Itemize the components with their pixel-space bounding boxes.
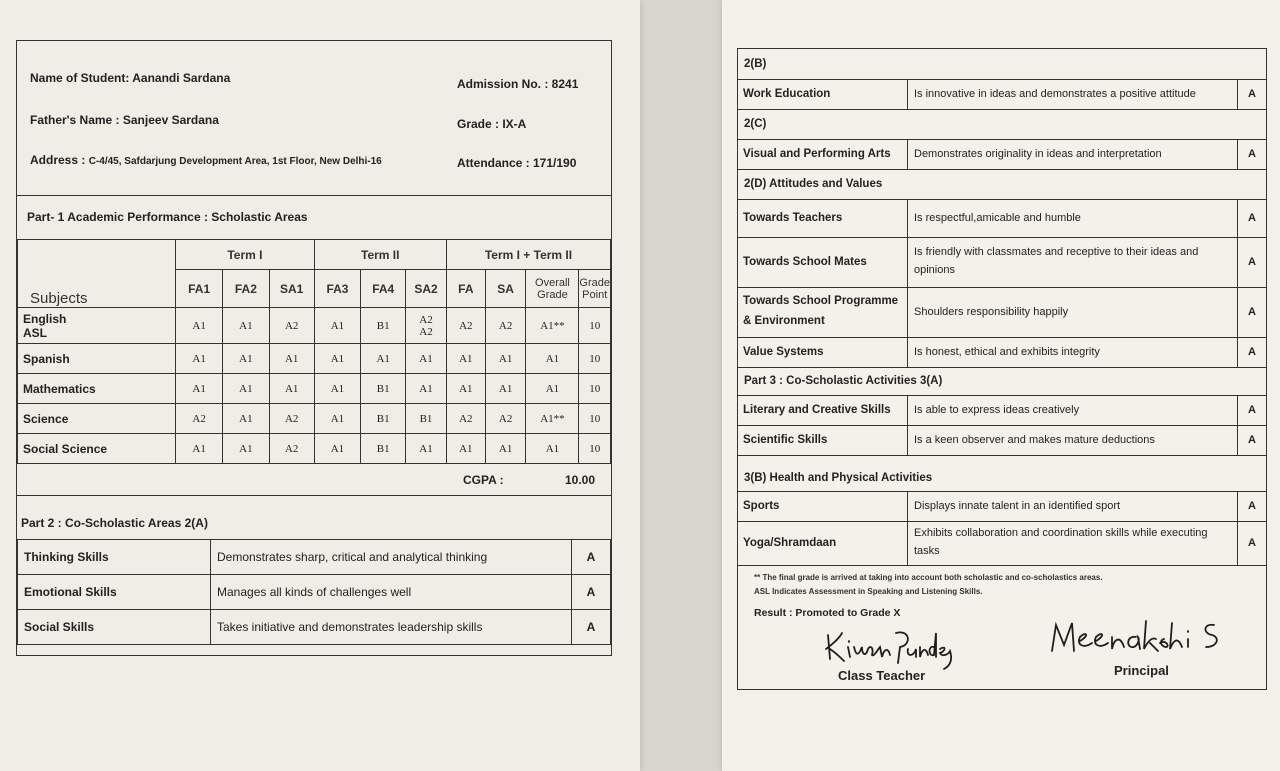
table-row bbox=[18, 308, 611, 344]
grade-cell: A1 bbox=[314, 344, 361, 374]
row-label: Literary and Creative Skills bbox=[738, 395, 908, 425]
section-heading: 2(B) bbox=[744, 58, 767, 70]
row-desc: Is able to express ideas creatively bbox=[908, 395, 1238, 425]
grade-cell: A2 bbox=[446, 308, 485, 344]
student-name: Name of Student: Aanandi Sardana bbox=[30, 71, 231, 85]
skill-grade: A bbox=[572, 610, 611, 645]
col-overall: Overall Grade bbox=[526, 270, 579, 308]
row-desc: Displays innate talent in an identified sport bbox=[908, 491, 1238, 521]
principal-label: Principal bbox=[1114, 663, 1169, 678]
grade-cell: B1 bbox=[406, 404, 447, 434]
subject-cell: Mathematics bbox=[18, 374, 176, 404]
grade-cell: A1 bbox=[485, 374, 526, 404]
grade-cell: A1 bbox=[269, 344, 314, 374]
table-row bbox=[738, 139, 1266, 170]
table-row bbox=[738, 491, 1266, 522]
row-grade: A bbox=[1248, 404, 1256, 416]
row-label: Sports bbox=[738, 491, 908, 521]
grade-cell: A1 bbox=[176, 434, 223, 464]
grade-cell: A1 bbox=[223, 374, 270, 404]
grade-cell: A1 bbox=[269, 374, 314, 404]
section-2c bbox=[738, 109, 1266, 140]
address-value: C-4/45, Safdarjung Development Area, 1st Floor, New Delhi-16 bbox=[88, 156, 382, 167]
grade-cell: A1 bbox=[223, 404, 270, 434]
table-row bbox=[18, 434, 611, 464]
address-label: Address : bbox=[30, 153, 86, 167]
grade-cell: A1 bbox=[314, 374, 361, 404]
table-row bbox=[18, 344, 611, 374]
col-fa2: FA2 bbox=[223, 270, 270, 308]
row-grade: A bbox=[1248, 537, 1256, 549]
result: Result : Promoted to Grade X bbox=[754, 607, 901, 619]
subjects-header: Subjects bbox=[18, 240, 176, 308]
table-row bbox=[18, 374, 611, 404]
grade-cell: A2 bbox=[269, 434, 314, 464]
row-desc: Is respectful,amicable and humble bbox=[908, 199, 1238, 237]
right-report-card bbox=[737, 48, 1267, 690]
col-fa1: FA1 bbox=[176, 270, 223, 308]
father-name: Father's Name : Sanjeev Sardana bbox=[30, 113, 219, 127]
grade-cell: A1 bbox=[526, 374, 579, 404]
cgpa-value: 10.00 bbox=[565, 473, 596, 487]
grade-cell: A2 bbox=[176, 404, 223, 434]
section-2b bbox=[738, 49, 1266, 80]
grade-cell: A2 bbox=[269, 308, 314, 344]
row-label: Towards Teachers bbox=[738, 199, 908, 237]
grade-cell: B1 bbox=[361, 308, 406, 344]
row-grade: A bbox=[1248, 346, 1256, 358]
subject-cell: Spanish bbox=[18, 344, 176, 374]
admission-no: Admission No. : 8241 bbox=[457, 77, 579, 91]
row-grade: A bbox=[1248, 434, 1256, 446]
row-desc: Is friendly with classmates and receptive to their ideas and opinions bbox=[908, 237, 1238, 287]
grade-cell: 10 bbox=[579, 434, 611, 464]
grade-cell: A2 bbox=[485, 308, 526, 344]
footnote-asl: ASL Indicates Assessment in Speaking and Listening Skills. bbox=[754, 587, 983, 596]
skill-label: Thinking Skills bbox=[18, 540, 211, 575]
section-3b bbox=[738, 455, 1266, 492]
subject-cell: Science bbox=[18, 404, 176, 434]
grade-cell: B1 bbox=[361, 374, 406, 404]
subject-cell: Social Science bbox=[18, 434, 176, 464]
row-desc: Exhibits collaboration and coordination skills while executing tasks bbox=[908, 521, 1238, 565]
grade-cell: A1 bbox=[526, 434, 579, 464]
grade-cell: A1 bbox=[446, 374, 485, 404]
grade-cell: A1 bbox=[446, 344, 485, 374]
address bbox=[30, 153, 382, 167]
grade-cell: A1 bbox=[526, 344, 579, 374]
row-label: Towards School Programme & Environment bbox=[738, 287, 908, 337]
grade-cell: A1 bbox=[406, 344, 447, 374]
term1-header: Term I bbox=[176, 240, 314, 270]
table-row bbox=[18, 540, 611, 575]
grade-cell: A1 bbox=[176, 308, 223, 344]
grade-cell: A1 bbox=[406, 434, 447, 464]
grade-cell: A1 bbox=[485, 434, 526, 464]
col-fa: FA bbox=[446, 270, 485, 308]
table-row bbox=[738, 199, 1266, 238]
row-grade: A bbox=[1248, 256, 1256, 268]
scholastic-table bbox=[17, 239, 611, 464]
co-scholastic-2a-table bbox=[17, 539, 611, 645]
grade-cell: B1 bbox=[361, 404, 406, 434]
row-label: Yoga/Shramdaan bbox=[738, 521, 908, 565]
grade-cell: A1** bbox=[526, 308, 579, 344]
row-desc: Demonstrates originality in ideas and interpretation bbox=[908, 139, 1238, 169]
part1-title: Part- 1 Academic Performance : Scholastic Areas bbox=[27, 210, 308, 224]
divider bbox=[17, 195, 611, 196]
row-desc: Shoulders responsibility happily bbox=[908, 287, 1238, 337]
grade-cell: A1 bbox=[314, 404, 361, 434]
grade-cell: A1 bbox=[223, 308, 270, 344]
grade-cell: A1 bbox=[446, 434, 485, 464]
col-fa4: FA4 bbox=[361, 270, 406, 308]
left-report-card bbox=[16, 40, 612, 656]
table-row bbox=[738, 287, 1266, 338]
grade-cell: A1 bbox=[485, 344, 526, 374]
term2-header: Term II bbox=[314, 240, 446, 270]
row-desc: Is a keen observer and makes mature deductions bbox=[908, 425, 1238, 455]
grade-cell: 10 bbox=[579, 308, 611, 344]
grade-cell bbox=[406, 308, 447, 344]
grade-cell: A1 bbox=[361, 344, 406, 374]
subject-name-2: ASL bbox=[23, 325, 47, 340]
skill-desc: Demonstrates sharp, critical and analytical thinking bbox=[211, 540, 572, 575]
grade-cell: A2 bbox=[269, 404, 314, 434]
class-teacher-signature bbox=[822, 627, 952, 671]
principal-signature bbox=[1046, 617, 1236, 661]
section-heading: 2(D) Attitudes and Values bbox=[744, 178, 883, 190]
skill-grade: A bbox=[572, 540, 611, 575]
section-heading: 2(C) bbox=[744, 118, 767, 130]
row-label: Value Systems bbox=[738, 337, 908, 367]
table-row bbox=[738, 395, 1266, 426]
skill-desc: Manages all kinds of challenges well bbox=[211, 575, 572, 610]
grade-cell: 10 bbox=[579, 374, 611, 404]
skill-grade: A bbox=[572, 575, 611, 610]
table-row bbox=[738, 79, 1266, 110]
grade: Grade : IX-A bbox=[457, 117, 527, 131]
skill-desc: Takes initiative and demonstrates leadership skills bbox=[211, 610, 572, 645]
asl-grade: A2 bbox=[419, 325, 433, 338]
class-teacher-label: Class Teacher bbox=[838, 668, 926, 683]
row-label: Visual and Performing Arts bbox=[738, 139, 908, 169]
row-grade: A bbox=[1248, 500, 1256, 512]
footnote-final-grade: ** The final grade is arrived at taking into account both scholastic and co-scholastics areas. bbox=[754, 573, 1103, 582]
grade-cell: A1 bbox=[176, 374, 223, 404]
row-label: Scientific Skills bbox=[738, 425, 908, 455]
table-row bbox=[18, 404, 611, 434]
skill-label: Social Skills bbox=[18, 610, 211, 645]
section-heading: Part 3 : Co-Scholastic Activities 3(A) bbox=[744, 375, 943, 387]
row-grade: A bbox=[1248, 88, 1256, 100]
grade-cell: A1 bbox=[223, 344, 270, 374]
divider bbox=[17, 495, 611, 496]
grade-cell: A1 bbox=[314, 434, 361, 464]
grade-cell: A1 bbox=[223, 434, 270, 464]
section-2d bbox=[738, 169, 1266, 200]
table-row bbox=[738, 337, 1266, 368]
grade-value: A2 bbox=[419, 313, 433, 326]
grade-cell: A1 bbox=[406, 374, 447, 404]
col-sa2: SA2 bbox=[406, 270, 447, 308]
table-row bbox=[738, 425, 1266, 456]
cgpa-label: CGPA : bbox=[463, 473, 504, 487]
part2-title: Part 2 : Co-Scholastic Areas 2(A) bbox=[21, 516, 208, 530]
subject-name: English bbox=[23, 311, 67, 326]
row-label: Work Education bbox=[738, 79, 908, 109]
col-sa: SA bbox=[485, 270, 526, 308]
row-grade: A bbox=[1248, 212, 1256, 224]
col-gradepoint: Grade Point bbox=[579, 270, 611, 308]
grade-cell: A1 bbox=[176, 344, 223, 374]
grade-cell: A1** bbox=[526, 404, 579, 434]
grade-cell: 10 bbox=[579, 344, 611, 374]
grade-cell: B1 bbox=[361, 434, 406, 464]
col-sa1: SA1 bbox=[269, 270, 314, 308]
col-fa3: FA3 bbox=[314, 270, 361, 308]
table-row bbox=[738, 521, 1266, 566]
grade-cell: A2 bbox=[485, 404, 526, 434]
grade-cell: 10 bbox=[579, 404, 611, 434]
table-row bbox=[18, 610, 611, 645]
section-3a bbox=[738, 367, 1266, 396]
skill-label: Emotional Skills bbox=[18, 575, 211, 610]
row-desc: Is honest, ethical and exhibits integrity bbox=[908, 337, 1238, 367]
grade-cell: A1 bbox=[314, 308, 361, 344]
section-heading: 3(B) Health and Physical Activities bbox=[744, 472, 933, 484]
row-grade: A bbox=[1248, 148, 1256, 160]
row-grade: A bbox=[1248, 306, 1256, 318]
term12-header: Term I + Term II bbox=[446, 240, 610, 270]
row-label: Towards School Mates bbox=[738, 237, 908, 287]
row-desc: Is innovative in ideas and demonstrates a positive attitude bbox=[908, 79, 1238, 109]
grade-cell: A2 bbox=[446, 404, 485, 434]
table-row bbox=[738, 237, 1266, 288]
subject-cell bbox=[18, 308, 176, 344]
table-row bbox=[18, 575, 611, 610]
attendance: Attendance : 171/190 bbox=[457, 156, 577, 170]
